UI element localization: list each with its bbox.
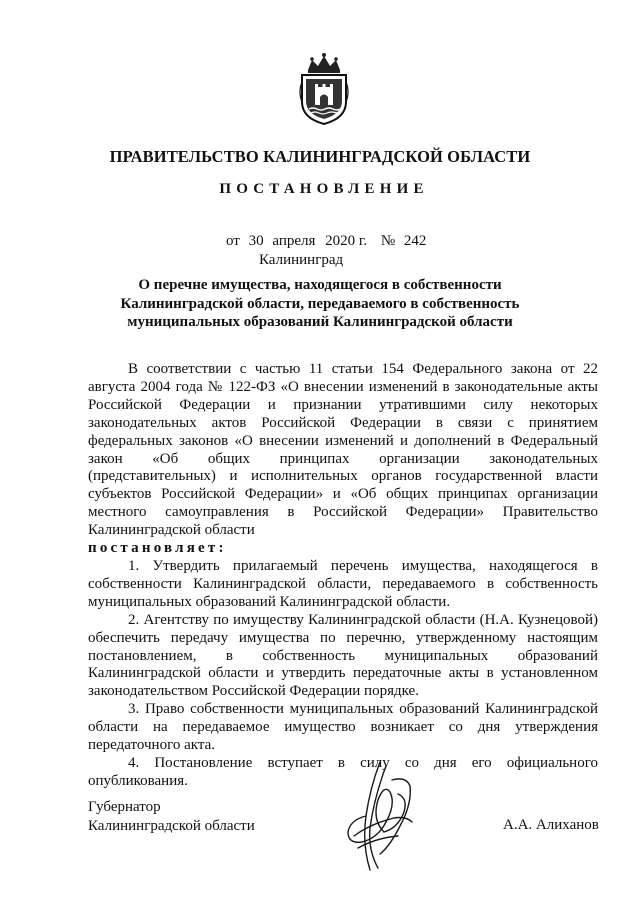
signatory-position xyxy=(88,798,255,836)
city: Калининград xyxy=(259,252,344,268)
date-prefix: от xyxy=(226,233,240,249)
item-paragraph: 4. Постановление вступает в силу со дня его официального опубликования. xyxy=(88,754,598,789)
date-month: апреля xyxy=(272,233,316,249)
subject-line: Калининградской области, передаваемого в собственность xyxy=(120,295,520,312)
number-sign: № xyxy=(380,233,396,249)
subject-line: муниципальных образований Калининградской области xyxy=(127,314,513,330)
item-paragraph: 1. Утвердить прилагаемый перечень имущества, находящегося в собственности Калининградской области, передаваемого в собственность муниципальных образований Калининградской области. xyxy=(88,557,598,610)
signatory-name: А.А. Алиханов xyxy=(503,817,599,833)
document-type: ПОСТАНОВЛЕНИЕ xyxy=(219,181,429,197)
position-line: Калининградской области xyxy=(88,818,255,834)
preamble-paragraph: В соответствии с частью 11 статьи 154 Федерального закона от 22 августа 2004 года № 122-ФЗ «О внесении изменений в законодательные акты Российской Федерации и признании утратившими силу некоторых законодательных актов Российской Федерации в связи с принятием федеральных законов «О внесении изменений и дополнений в Федеральный закон «Об общих принципах организации законодательных (представительных) и исполнительных органов государственной власти субъектов Российской Федерации» и «Об общих принципах организации местного самоуправления в Российской Федерации» Правительство Калининградской области xyxy=(88,361,598,539)
document-body xyxy=(88,361,598,791)
date-line xyxy=(226,233,426,250)
document-number: 242 xyxy=(403,233,427,249)
date-day: 30 xyxy=(248,233,264,249)
subject-line: О перечне имущества, находящегося в собственности xyxy=(138,277,502,293)
item-paragraph: 3. Право собственности муниципальных образований Калининградской области на передаваемое имущество возникает со дня утверждения передаточного акта. xyxy=(88,701,598,754)
resolves-label: постановляет: xyxy=(88,540,227,557)
item-paragraph: 2. Агентству по имуществу Калининградской области (Н.А. Кузнецовой) обеспечить передачу имущества по перечню, утвержденному настоящим постановлением, в собственность муниципальных образований Калининградской области и утвердить передаточные акты в установленном законодательством Российской Федерации порядке. xyxy=(88,611,598,700)
coat-of-arms-icon xyxy=(298,52,350,126)
handwritten-signature xyxy=(340,758,418,876)
position-line: Губернатор xyxy=(88,799,161,815)
document-subject xyxy=(0,276,640,332)
government-title: ПРАВИТЕЛЬСТВО КАЛИНИНГРАДСКОЙ ОБЛАСТИ xyxy=(109,147,531,166)
date-year: 2020 г. xyxy=(325,233,368,249)
